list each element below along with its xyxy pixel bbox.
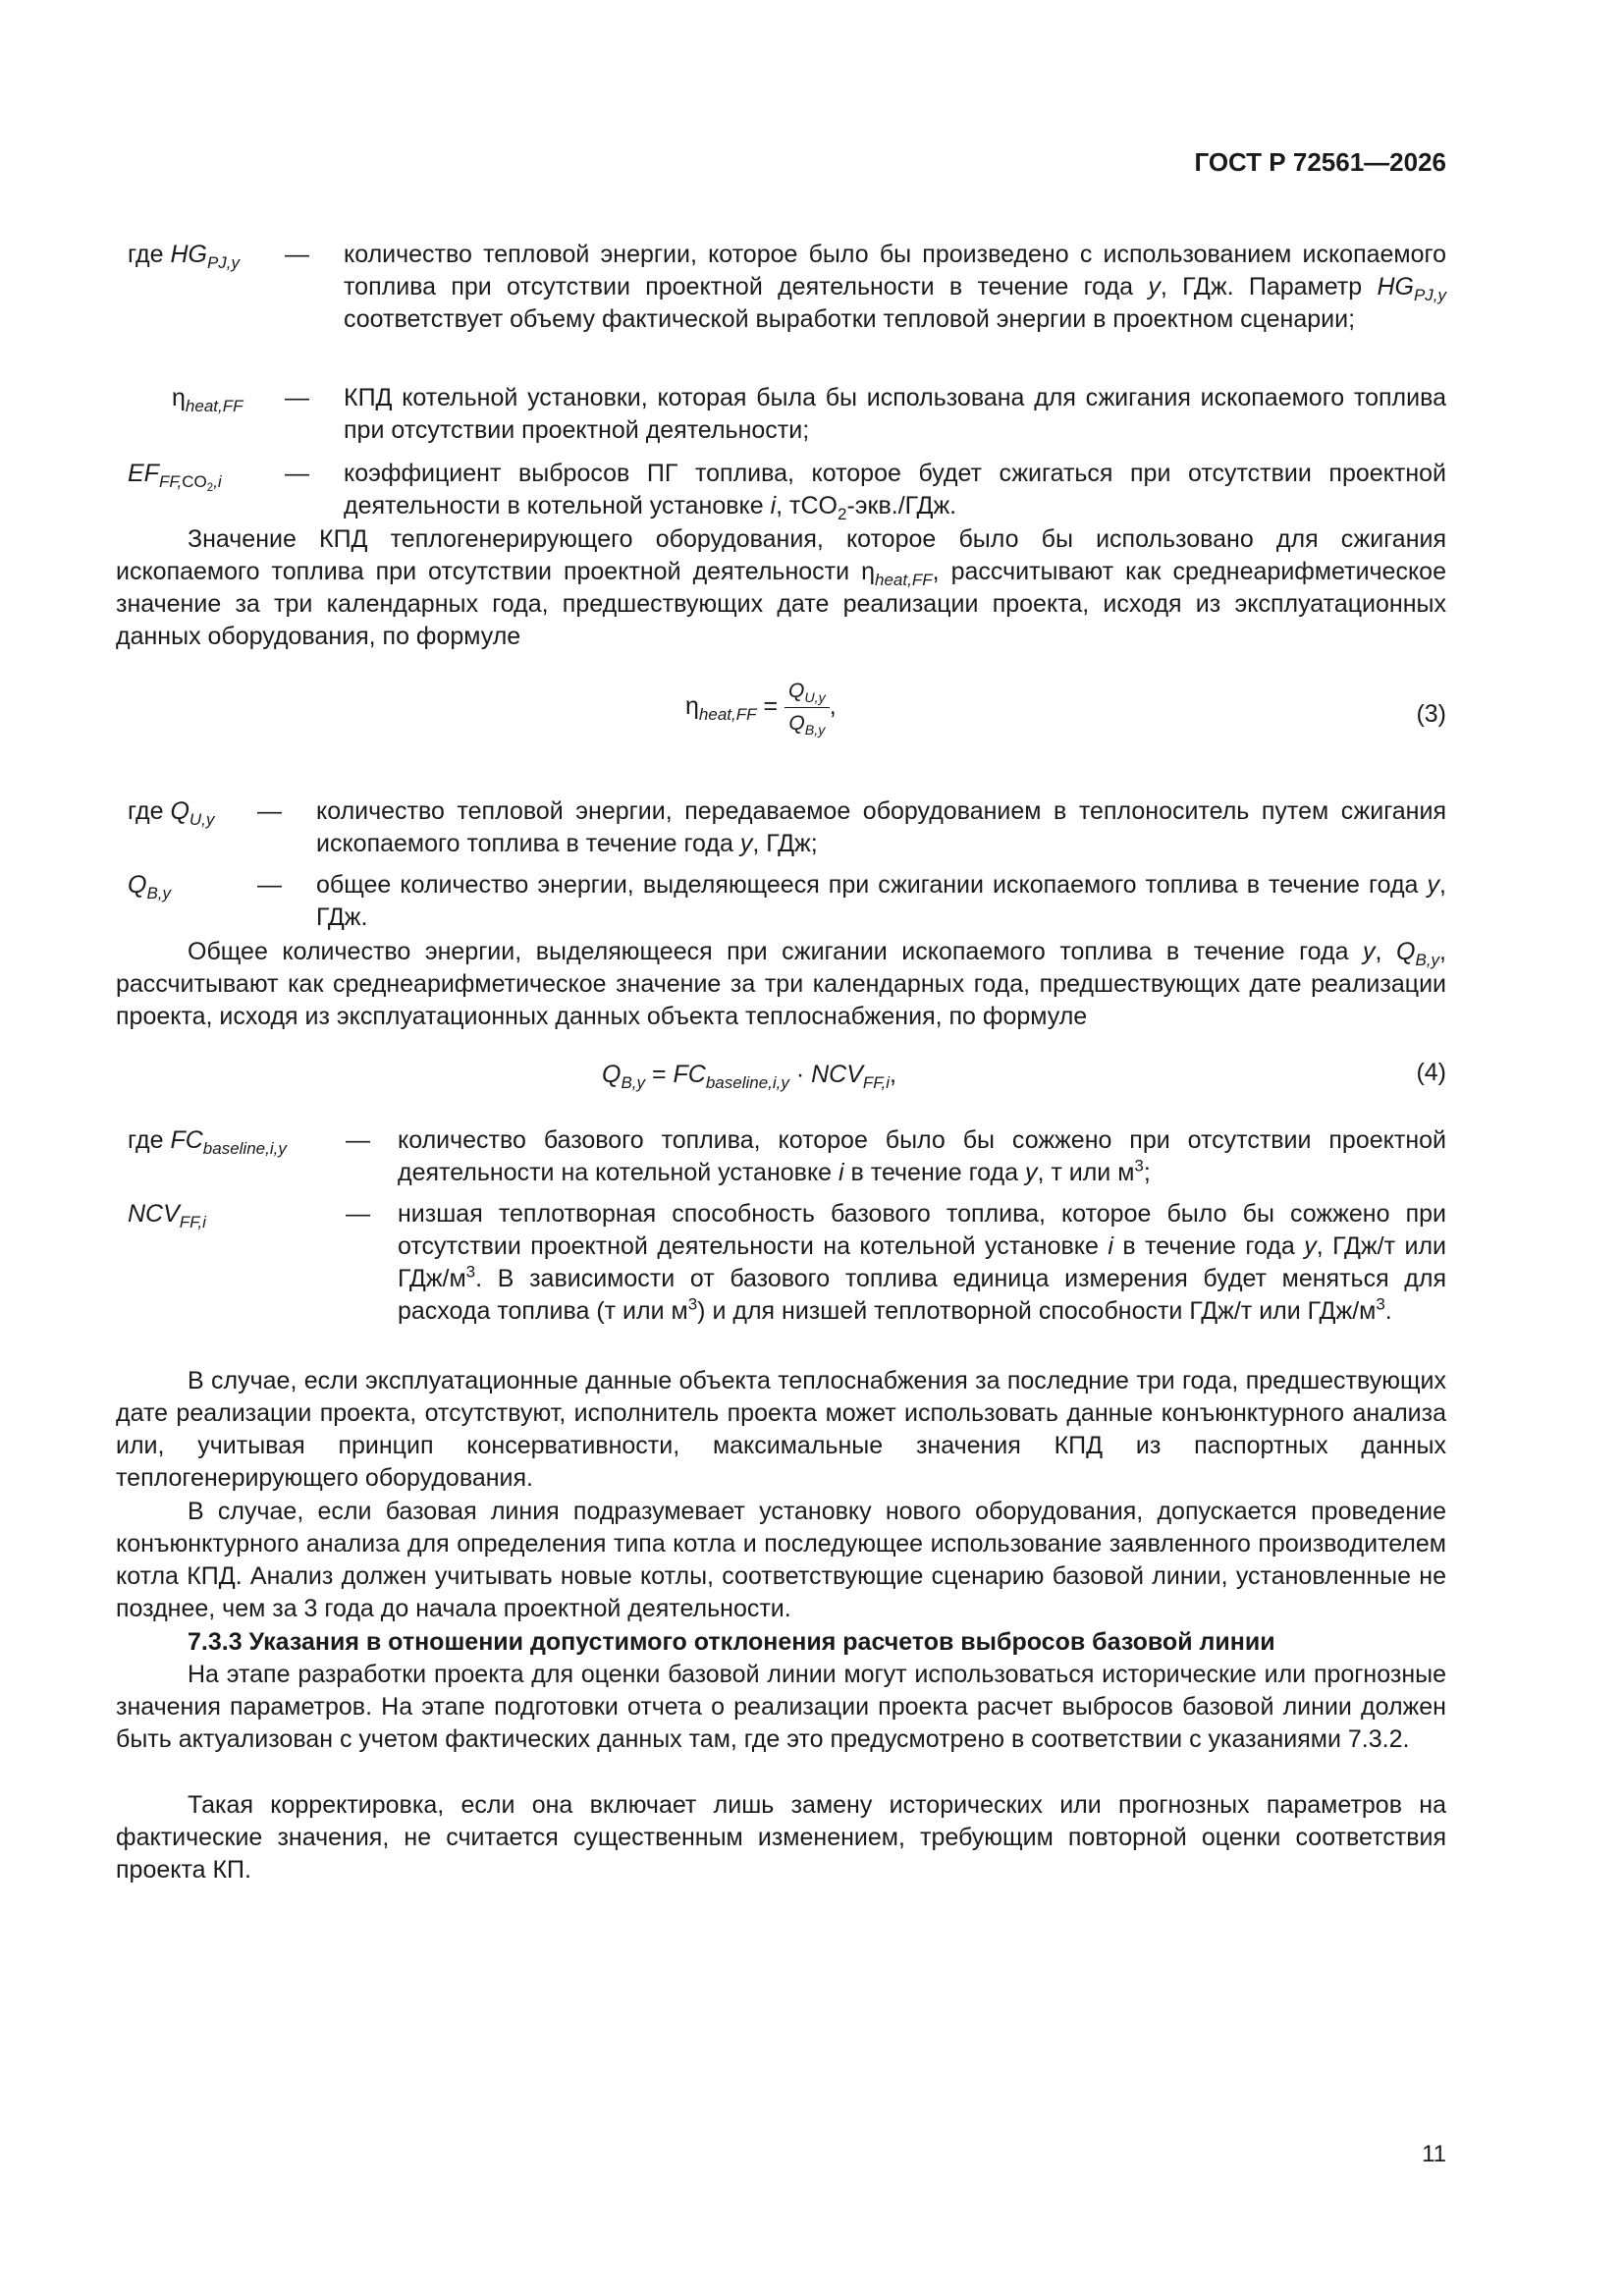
fraction: $\frac{Q_{U,y}}{Q_{B,y}}$ <box>784 678 830 738</box>
equation-number-4: (4) <box>1416 1059 1446 1086</box>
definition-text: КПД котельной установки, которая была бы использована для сжигания ископаемого топлива при отсутствии проектной деятельности; <box>344 384 1446 444</box>
formula-3: $\eta_{heat,FF}$ = $\frac{Q_{U,y}}{Q_{B,y}}$ , <box>685 680 837 738</box>
definition-text: коэффициент выбросов ПГ топлива, которое будет сжигаться при отсутствии проектной деятельности в котельной установке i, тCO$_2$-экв./ГДж. <box>344 460 1446 523</box>
definition-term: $\eta_{heat,FF}$ <box>172 384 243 415</box>
definition-dash: — <box>257 797 282 825</box>
definition-text: общее количество энергии, выделяющееся при сжигании ископаемого топлива в течение года y, ГДж. <box>316 871 1446 931</box>
definition-fc <box>128 1124 1446 1193</box>
definition-qu <box>128 795 1446 864</box>
definition-term: где $HG_{PJ,y}$ <box>128 241 241 272</box>
paragraph-missing-data: В случае, если эксплуатационные данные объекта теплоснабжения за последние три года, предшествующих дате реализации проекта, отсутствуют, исполнитель проекта может использовать данные конъюнктурного анализа или, учитывая принцип консервативности, максимальные значения КПД из паспортных данных теплогенерирующего оборудования. <box>116 1367 1446 1492</box>
definition-dash: — <box>285 241 309 268</box>
equation-number-3: (3) <box>1416 700 1446 728</box>
definition-term: где $FC_{baseline,i,y}$ <box>128 1126 287 1158</box>
definition-hg <box>128 239 1446 376</box>
page-number: 11 <box>1422 2141 1446 2167</box>
definition-dash: — <box>346 1200 370 1228</box>
formula-4: $Q_{B,y} = FC_{baseline,i,y} \cdot NCV_{FF,i}$, <box>602 1061 896 1092</box>
definition-dash: — <box>285 384 309 411</box>
paragraph-adjustment: Такая корректировка, если она включает лишь замену исторических или прогнозных параметров на фактические значения, не считается существенным изменением, требующим повторной оценки соответствия проекта КП. <box>116 1791 1446 1884</box>
standard-header: ГОСТ Р 72561—2026 <box>1194 147 1446 177</box>
definition-text: низшая теплотворная способность базового топлива, которое было бы сожжено при отсутствии проектной деятельности на котельной установке i в течение года y, ГДж/т или ГДж/$м^3$. В зависимости от базового топлива единица измерения будет меняться для расхода топлива (т или $м^3$) и для низшей теплотворной способности ГДж/т или ГДж/$м^3$. <box>398 1200 1447 1325</box>
definition-dash: — <box>257 871 282 899</box>
definition-ncv <box>128 1198 1446 1365</box>
paragraph-qb-definition: Общее количество энергии, выделяющееся при сжигании ископаемого топлива в течение года y, $Q_{B,y}$, рассчитывают как среднеарифметическое значение за три календарных года, предшествующих дате реализации проекта, исходя из эксплуатационных данных объекта теплоснабжения, по формуле <box>116 938 1446 1030</box>
definition-term: $EF_{FF,CO_2,i}$ <box>128 460 222 494</box>
definition-text: количество тепловой энергии, которое было бы произведено с использованием ископаемого топлива при отсутствии проектной деятельности в течение года y, ГДж. Параметр $HG_{PJ,y}$ соответствует объему фактической выработки тепловой энергии в проектном сценарии; <box>344 241 1446 333</box>
definition-dash: — <box>285 460 309 487</box>
paragraph-project-stage: На этапе разработки проекта для оценки базовой линии могут использоваться исторические или прогнозные значения параметров. На этапе подготовки отчета о реализации проекта расчет выбросов базовой линии должен быть актуализован с учетом фактических данных там, где это предусмотрено в соответствии с указаниями 7.3.2. <box>116 1661 1446 1753</box>
definition-term: где $Q_{U,y}$ <box>128 797 215 829</box>
paragraph-new-equipment: В случае, если базовая линия подразумевает установку нового оборудования, допускается проведение конъюнктурного анализа для определения типа котла и последующее использование заявленного производителем котла КПД. Анализ должен учитывать новые котлы, соответствующие сценарию базовой линии, установленные не позднее, чем за 3 года до начала проектной деятельности. <box>116 1498 1446 1622</box>
definition-ef <box>128 458 1446 526</box>
definition-text: количество тепловой энергии, передаваемое оборудованием в теплоноситель путем сжигания ископаемого топлива в течение года y, ГДж; <box>316 797 1446 857</box>
paragraph-eta-definition: Значение КПД теплогенерирующего оборудования, которое было бы использовано для сжигания ископаемого топлива при отсутствии проектной деятельности $\eta_{heat,FF}$, рассчитывают как среднеарифметическое значение за три календарных года, предшествующих дате реализации проекта, исходя из эксплуатационных данных оборудования, по формуле <box>116 525 1446 650</box>
definition-term: $NCV_{FF,i}$ <box>128 1200 206 1231</box>
definition-eta <box>128 382 1446 451</box>
definition-dash: — <box>346 1126 370 1154</box>
definition-term: $Q_{B,y}$ <box>128 871 172 902</box>
section-heading-7-3-3: 7.3.3 Указания в отношении допустимого отклонения расчетов выбросов базовой линии <box>188 1628 1275 1656</box>
definition-qb <box>128 869 1446 938</box>
definition-text: количество базового топлива, которое было бы сожжено при отсутствии проектной деятельности на котельной установке i в течение года y, т или $м^3$; <box>398 1126 1446 1186</box>
